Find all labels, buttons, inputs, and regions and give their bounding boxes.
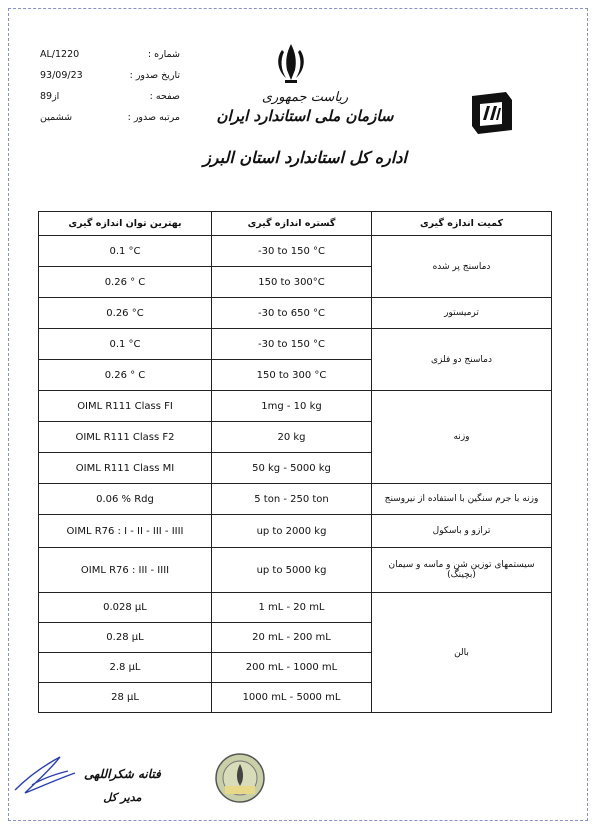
measured-quantity-cell: سیستمهای توزین شن و ماسه و سیمان (بچینگ): [372, 548, 552, 593]
meta-value: AL/1220: [40, 49, 80, 60]
best-capability-cell: 0.1 °C: [39, 329, 212, 360]
table-row: [39, 548, 552, 593]
org-national-standards: سازمان ملی استاندارد ایران: [216, 107, 394, 125]
measured-quantity-cell: وزنه: [372, 391, 552, 484]
best-capability-cell: OIML R111 Class F2: [39, 422, 212, 453]
meta-row: [40, 65, 180, 86]
header-measured-quantity: کمیت اندازه گیری: [372, 212, 552, 236]
meta-row: [40, 86, 180, 107]
national-emblem-icon: [268, 40, 314, 86]
best-capability-cell: 0.26 ° C: [39, 267, 212, 298]
measured-quantity-cell: دماسنج پر شده: [372, 236, 552, 298]
measured-quantity-cell: دماسنج دو فلزی: [372, 329, 552, 391]
measurement-range-cell: 5 ton - 250 ton: [212, 484, 372, 515]
table-row: [39, 329, 552, 360]
signatory-title: مدیر کل: [103, 791, 142, 804]
document-meta: [40, 44, 180, 128]
best-capability-cell: 0.28 µL: [39, 623, 212, 653]
measurement-range-cell: 50 kg - 5000 kg: [212, 453, 372, 484]
meta-label: صفحه :: [149, 91, 180, 102]
measured-quantity-cell: ترازو و باسکول: [372, 515, 552, 548]
official-seal-stamp: [214, 752, 266, 804]
measurement-range-cell: -30 to 150 °C: [212, 329, 372, 360]
table-row: [39, 593, 552, 623]
best-capability-cell: 0.028 µL: [39, 593, 212, 623]
meta-value: 8از9: [40, 91, 60, 102]
calibration-scope-table: [38, 211, 552, 713]
meta-value: ششمین: [40, 112, 73, 123]
best-capability-cell: OIML R76 : III - IIII: [39, 548, 212, 593]
header-best-capability: بهترین توان اندازه گیری: [39, 212, 212, 236]
measurement-range-cell: up to 5000 kg: [212, 548, 372, 593]
measurement-range-cell: 1mg - 10 kg: [212, 391, 372, 422]
meta-label: مرتبه صدور :: [127, 112, 180, 123]
best-capability-cell: OIML R76 : I - II - III - IIII: [39, 515, 212, 548]
header-measurement-range: گستره اندازه گیری: [212, 212, 372, 236]
meta-label: تاریخ صدور :: [129, 70, 180, 81]
issuing-organization: [200, 90, 410, 167]
signatory-name: فتانه شکراللهی: [84, 767, 161, 781]
best-capability-cell: 2.8 µL: [39, 653, 212, 683]
measurement-range-cell: 200 mL - 1000 mL: [212, 653, 372, 683]
best-capability-cell: OIML R111 Class FI: [39, 391, 212, 422]
measurement-range-cell: 1000 mL - 5000 mL: [212, 683, 372, 713]
measured-quantity-cell: بالن: [372, 593, 552, 713]
measurement-range-cell: 20 mL - 200 mL: [212, 623, 372, 653]
best-capability-cell: 0.1 °C: [39, 236, 212, 267]
org-presidency: ریاست جمهوری: [261, 90, 349, 105]
table-row: [39, 515, 552, 548]
best-capability-cell: OIML R111 Class MI: [39, 453, 212, 484]
measurement-range-cell: -30 to 650 °C: [212, 298, 372, 329]
table-row: [39, 484, 552, 515]
meta-value: 93/09/23: [40, 70, 83, 81]
table-row: [39, 298, 552, 329]
measurement-range-cell: up to 2000 kg: [212, 515, 372, 548]
measured-quantity-cell: وزنه با جرم سنگین با استفاده از نیروسنج: [372, 484, 552, 515]
best-capability-cell: 0.26 °C: [39, 298, 212, 329]
measurement-range-cell: 1 mL - 20 mL: [212, 593, 372, 623]
table-row: [39, 236, 552, 267]
table-header-row: [39, 212, 552, 236]
measurement-range-cell: 150 to 300 °C: [212, 360, 372, 391]
measured-quantity-cell: ترمیستور: [372, 298, 552, 329]
best-capability-cell: 0.26 ° C: [39, 360, 212, 391]
meta-row: [40, 44, 180, 65]
measurement-range-cell: 20 kg: [212, 422, 372, 453]
signature-scribble: [10, 745, 80, 800]
org-provincial-office: اداره کل استاندارد استان البرز: [203, 148, 407, 167]
signatory-block: [84, 767, 161, 804]
meta-row: [40, 107, 180, 128]
best-capability-cell: 0.06 % Rdg: [39, 484, 212, 515]
best-capability-cell: 28 µL: [39, 683, 212, 713]
standards-logo-icon: [468, 90, 516, 136]
meta-label: شماره :: [147, 49, 180, 60]
measurement-range-cell: 150 to 300°C: [212, 267, 372, 298]
measurement-range-cell: -30 to 150 °C: [212, 236, 372, 267]
table-row: [39, 391, 552, 422]
